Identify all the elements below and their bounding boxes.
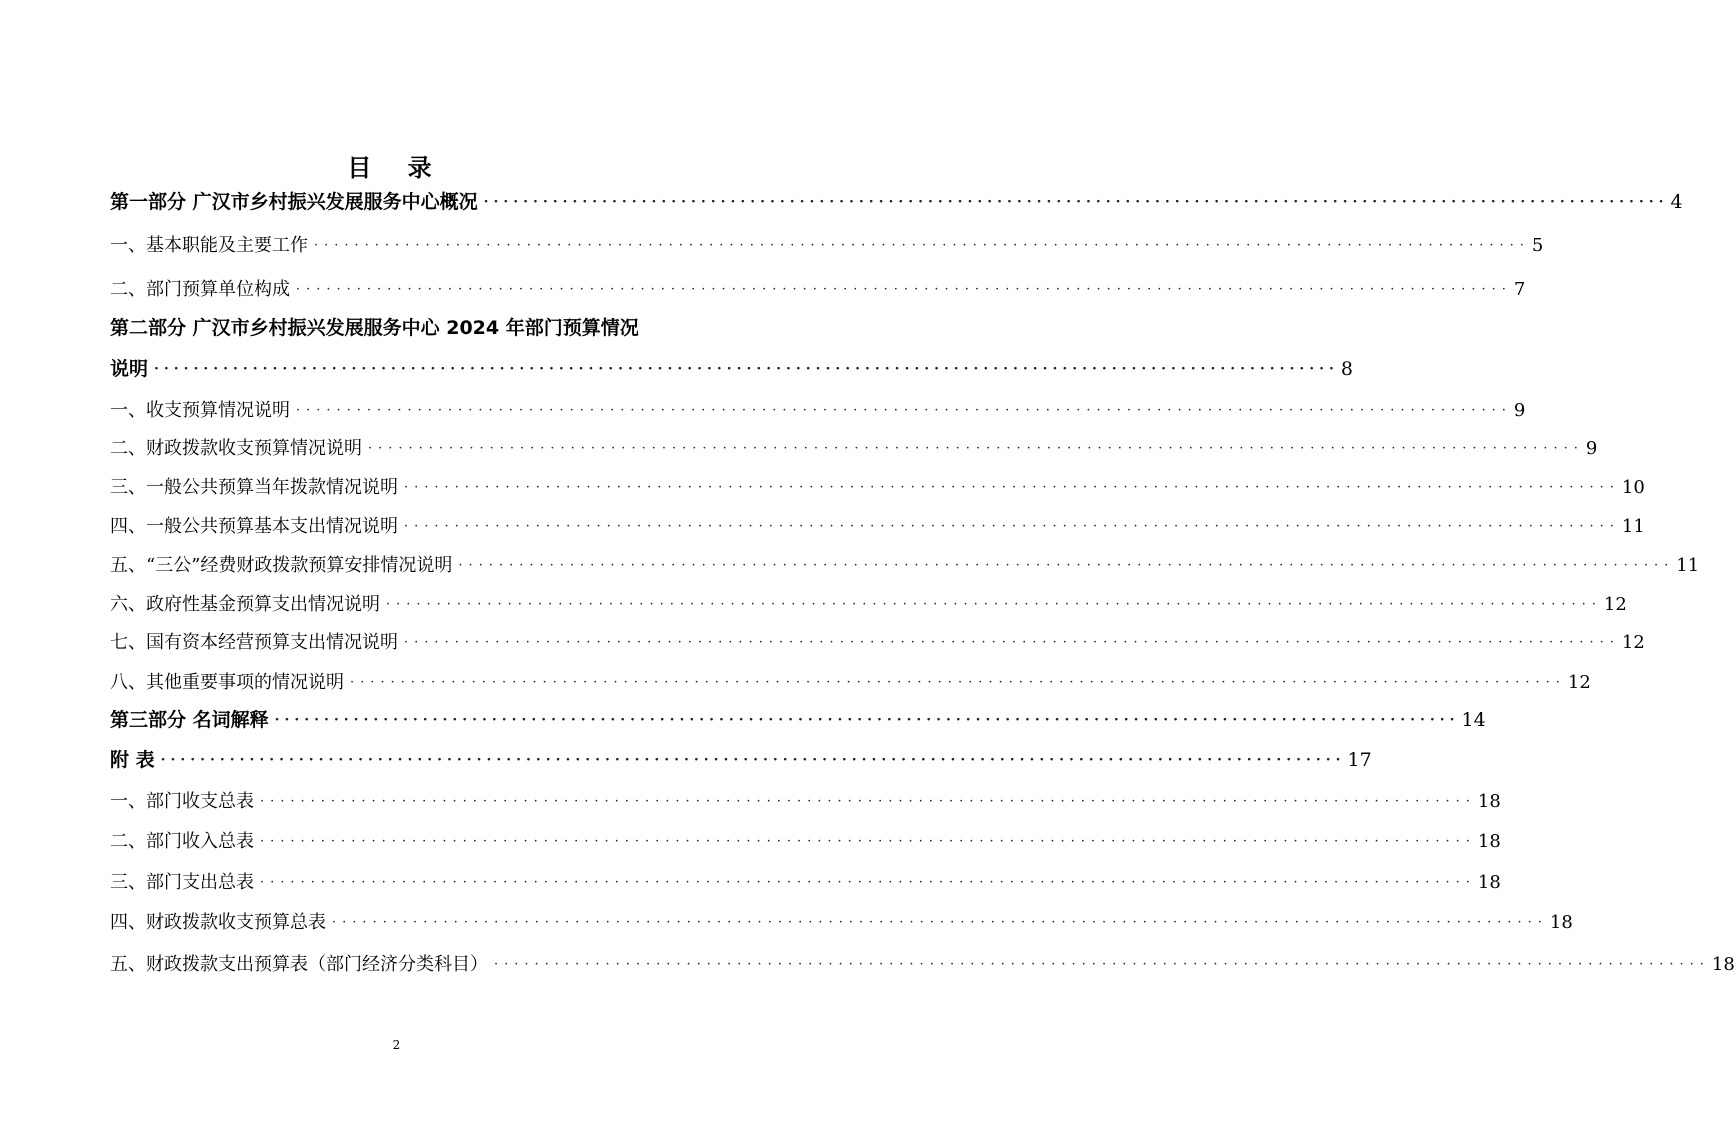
toc-leader-dots: ························································································································	[260, 794, 1476, 809]
toc-entry-label: 六、政府性基金预算支出情况说明	[110, 594, 380, 615]
toc-entry[interactable]	[110, 864, 1501, 902]
toc-leader-dots: ························································································································	[350, 675, 1566, 690]
toc-entry[interactable]	[110, 904, 1573, 942]
toc-entry-label: 一、部门收支总表	[110, 791, 254, 812]
toc-entry-page: 18	[1477, 831, 1501, 852]
toc-entry-page: 8	[1340, 358, 1353, 380]
toc-entry-label: 五、财政拨款支出预算表（部门经济分类科目）	[110, 954, 488, 975]
toc-leader-dots: ························································································································	[260, 875, 1476, 890]
toc-entry[interactable]	[110, 508, 1645, 546]
toc-entry[interactable]	[110, 586, 1627, 624]
toc-entry[interactable]	[110, 664, 1591, 702]
toc-entry-label: 一、基本职能及主要工作	[110, 235, 308, 256]
toc-entry[interactable]	[110, 624, 1645, 662]
toc-entry-page: 7	[1513, 279, 1526, 300]
toc-leader-dots: ························································································································	[404, 519, 1620, 534]
toc-entry-label: 八、其他重要事项的情况说明	[110, 672, 344, 693]
toc-entry[interactable]	[110, 701, 1486, 739]
page-title: 目 录	[347, 154, 446, 182]
toc-entry-label: 三、部门支出总表	[110, 872, 254, 893]
toc-entry-label: 第二部分 广汉市乡村振兴发展服务中心 2024 年部门预算情况	[110, 317, 639, 339]
toc-leader-dots: ························································································································	[386, 597, 1602, 612]
toc-entry[interactable]	[110, 741, 1372, 779]
toc-leader-dots: ························································································································	[274, 712, 1460, 728]
toc-entry-label: 说明	[110, 358, 149, 380]
toc-entry-page: 17	[1347, 749, 1372, 771]
page-number: 2	[392, 1038, 401, 1052]
toc-leader-dots: ························································································································	[260, 834, 1476, 849]
toc-leader-dots: ························································································································	[483, 194, 1669, 210]
toc-entry-label: 二、财政拨款收支预算情况说明	[110, 438, 362, 459]
toc-entry[interactable]	[110, 183, 1683, 221]
toc-entry-page: 9	[1585, 438, 1598, 459]
toc-entry-label: 二、部门预算单位构成	[110, 279, 290, 300]
toc-entry-page: 5	[1531, 235, 1544, 256]
toc-entry-page: 12	[1567, 672, 1591, 693]
toc-entry-label: 附 表	[110, 749, 155, 771]
toc-entry[interactable]	[110, 430, 1598, 468]
toc-entry-label: 七、国有资本经营预算支出情况说明	[110, 632, 398, 653]
toc-entry-page: 10	[1621, 477, 1645, 498]
toc-leader-dots: ························································································································	[458, 558, 1675, 573]
toc-entry-page: 9	[1513, 400, 1526, 421]
toc-entry-page: 18	[1549, 912, 1573, 933]
toc-leader-dots: ························································································································	[368, 441, 1584, 456]
toc-entry-page: 11	[1621, 516, 1645, 537]
toc-entry-label: 第三部分 名词解释	[110, 709, 269, 731]
toc-entry-page: 18	[1711, 954, 1735, 975]
toc-entry-page: 11	[1676, 555, 1700, 576]
toc-leader-dots: ························································································································	[404, 480, 1620, 495]
toc-entry[interactable]	[110, 469, 1645, 507]
toc-entry[interactable]	[110, 227, 1544, 265]
toc-leader-dots: ························································································································	[494, 957, 1710, 972]
toc-entry[interactable]	[110, 946, 1735, 984]
toc-entry-label: 一、收支预算情况说明	[110, 400, 290, 421]
toc-entry[interactable]	[110, 547, 1700, 585]
toc-entry[interactable]	[110, 392, 1526, 430]
toc-entry-label: 三、一般公共预算当年拨款情况说明	[110, 477, 398, 498]
toc-leader-dots: ························································································································	[154, 361, 1339, 377]
toc-leader-dots: ························································································································	[296, 403, 1512, 418]
toc-entry-label: 四、一般公共预算基本支出情况说明	[110, 516, 398, 537]
toc-leader-dots: ························································································································	[314, 238, 1530, 253]
toc-leader-dots: ························································································································	[296, 282, 1512, 297]
toc-entry[interactable]	[110, 271, 1526, 309]
toc-entry-page: 4	[1670, 191, 1683, 213]
toc-entry-label: 四、财政拨款收支预算总表	[110, 912, 326, 933]
toc-entry-page: 12	[1621, 632, 1645, 653]
toc-entry-page: 12	[1603, 594, 1627, 615]
toc-entry[interactable]	[110, 350, 1353, 388]
toc-entry[interactable]	[110, 783, 1501, 821]
toc-entry-label: 二、部门收入总表	[110, 831, 254, 852]
toc-entry[interactable]	[110, 309, 698, 347]
toc-entry-page: 18	[1477, 791, 1501, 812]
toc-entry-page: 18	[1477, 872, 1501, 893]
toc-entry-label: 第一部分 广汉市乡村振兴发展服务中心概况	[110, 191, 478, 213]
toc-leader-dots: ························································································································	[404, 635, 1620, 650]
toc-entry[interactable]	[110, 823, 1501, 861]
toc-entry-page: 14	[1461, 709, 1486, 731]
toc-entry-label: 五、“三公”经费财政拨款预算安排情况说明	[110, 555, 453, 576]
toc-leader-dots: ························································································································	[332, 915, 1548, 930]
toc-leader-dots: ························································································································	[160, 752, 1346, 768]
